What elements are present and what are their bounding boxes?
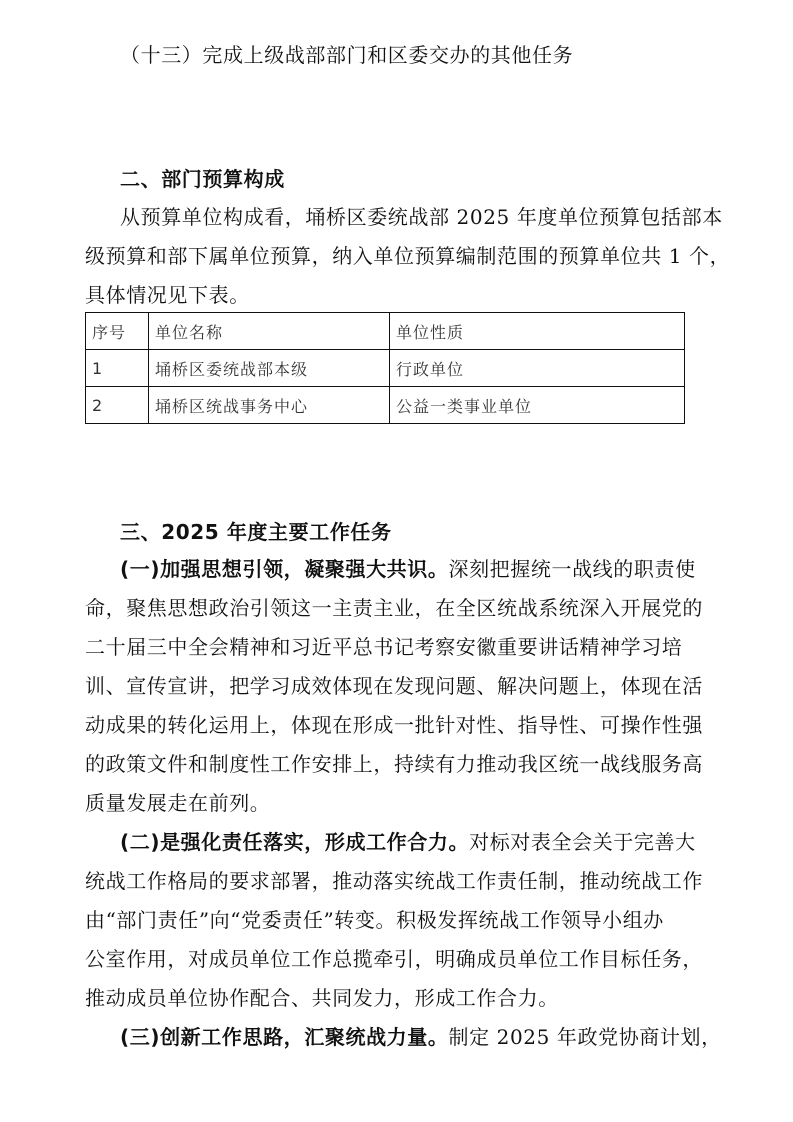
table-cell: 埇桥区委统战部本级 [149, 350, 390, 387]
task-1-lead: (一)加强思想引领，凝聚强大共识。 [120, 557, 449, 581]
task-2-first-line-rest: 对标对表全会关于完善大 [469, 830, 696, 854]
task-1-line: 质量发展走在前列。 [85, 791, 271, 815]
budget-units-table [85, 312, 685, 424]
table-header-row [86, 313, 685, 350]
task-1-line: 的政策文件和制度性工作安排上，持续有力推动我区统一战线服务高 [85, 752, 703, 776]
task-2-line: 由“部门责任”向“党委责任”转变。积极发挥统战工作领导小组办 [85, 908, 664, 932]
table-row [86, 387, 685, 424]
section-2-paragraph-line: 级预算和部下属单位预算，纳入单位预算编制范围的预算单位共 1 个， [85, 244, 731, 268]
task-2-line: 公室作用，对成员单位工作总揽牵引，明确成员单位工作目标任务， [85, 947, 703, 971]
section-2-paragraph-line: 从预算单位构成看，埇桥区委统战部 2025 年度单位预算包括部本 [120, 205, 723, 229]
section-2-paragraph-line: 具体情况见下表。 [85, 283, 250, 307]
table-cell: 公益一类事业单位 [390, 387, 685, 424]
item-13-text: （十三）完成上级战部部门和区委交办的其他任务 [120, 43, 574, 67]
task-2-first-line [120, 828, 720, 856]
task-1-line: 训、宣传宣讲，把学习成效体现在发现问题、解决问题上，体现在活 [85, 674, 703, 698]
table-header-cell: 单位名称 [149, 313, 390, 350]
table-cell: 埇桥区统战事务中心 [149, 387, 390, 424]
task-1-line: 命，聚焦思想政治引领这一主责主业，在全区统战系统深入开展党的 [85, 596, 703, 620]
table-cell: 2 [86, 387, 149, 424]
section-2-heading: 二、部门预算构成 [120, 167, 285, 191]
section-3-heading: 三、2025 年度主要工作任务 [120, 520, 392, 544]
task-3-first-line [120, 1023, 720, 1051]
task-2-line: 统战工作格局的要求部署，推动落实统战工作责任制，推动统战工作 [85, 869, 703, 893]
table-row [86, 350, 685, 387]
table-cell: 行政单位 [390, 350, 685, 387]
table-header-cell: 单位性质 [390, 313, 685, 350]
task-1-line: 二十届三中全会精神和习近平总书记考察安徽重要讲话精神学习培 [85, 635, 683, 659]
task-2-lead: (二)是强化责任落实，形成工作合力。 [120, 830, 470, 854]
task-3-lead: (三)创新工作思路，汇聚统战力量。 [120, 1025, 449, 1049]
task-1-first-line [120, 555, 720, 583]
task-2-line: 推动成员单位协作配合、共同发力，形成工作合力。 [85, 986, 559, 1010]
task-1-line: 动成果的转化运用上，体现在形成一批针对性、指导性、可操作性强 [85, 713, 703, 737]
task-1-first-line-rest: 深刻把握统一战线的职责使 [448, 557, 696, 581]
table-header-cell: 序号 [86, 313, 149, 350]
table-cell: 1 [86, 350, 149, 387]
task-3-first-line-rest: 制定 2025 年政党协商计划， [448, 1025, 722, 1049]
